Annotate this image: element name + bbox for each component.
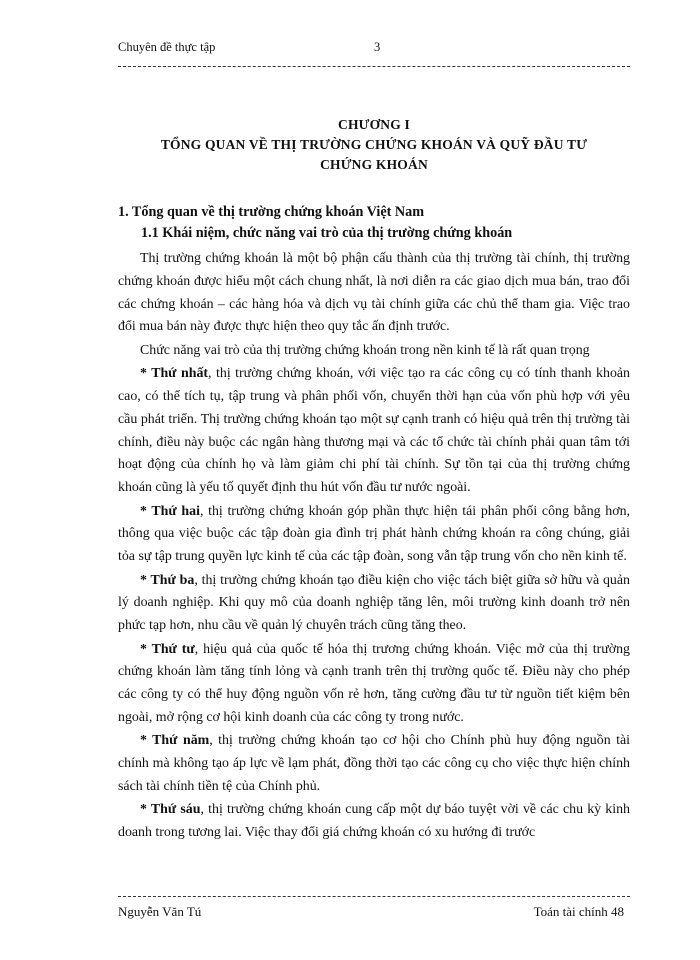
paragraph-6: * Thứ tư, hiệu quả của quốc tế hóa thị trương chứng khoán. Việc mở của thị trường chứng khoán làm tăng tính lỏng và cạnh tranh trên thị trường quốc tế. Điều này cho phép các công ty có thể huy động nguồn vốn rẻ hơn, tăng cường đầu tư từ nguồn tiết kiệm bên ngoài, mở rộng cơ hội kinh doanh của các công ty trong nước. <box>118 641 630 725</box>
header-divider <box>118 66 630 67</box>
paragraph-1: Thị trường chứng khoán là một bộ phận cấu thành của thị trường tài chính, thị trường chứng khoán được hiểu một cách chung nhất, là nơi diễn ra các giao dịch mua bán, trao đổi các chứng khoán – các hàng hóa và dịch vụ tài chính giữa các chủ thể tham gia. Việc trao đổi mua bán này được thực hiện theo quy tắc ấn định trước. <box>118 251 630 335</box>
body-text <box>118 248 630 845</box>
footer-class: Toán tài chính 48 <box>533 904 624 919</box>
chapter-label: CHƯƠNG I <box>338 117 410 132</box>
subsection-heading: 1.1 Khái niệm, chức năng vai trò của thị trường chứng khoán <box>141 225 513 241</box>
page-header <box>118 40 630 60</box>
chapter-title-line-1: TỔNG QUAN VỀ THỊ TRƯỜNG CHỨNG KHOÁN VÀ QUỸ ĐẦU TƯ <box>160 137 588 152</box>
paragraph-5: * Thứ ba, thị trường chứng khoán tạo điều kiện cho việc tách biệt giữa sở hữu và quản lý doanh nghiệp. Khi quy mô của doanh nghiệp tăng lên, môi trường kinh doanh trở nên phức tạp hơn, nhu cầu về quản lý chuyên trách cũng tăng theo. <box>118 572 630 634</box>
footer-divider <box>118 896 630 897</box>
chapter-title-line-2: CHỨNG KHOÁN <box>320 157 428 172</box>
paragraph-2: Chức năng vai trò của thị trường chứng khoán trong nền kinh tế là rất quan trọng <box>140 342 590 358</box>
paragraph-4: * Thứ hai, thị trường chứng khoán góp phần thực hiện tái phân phối công bằng hơn, thông qua việc buộc các tập đoàn gia đình trị phát hành chứng khoán ra công chúng, giải tỏa sự tập trung quyền lực kinh tế của các tập đoàn, song vẫn tập trung vốn cho nền kinh tế. <box>118 503 630 565</box>
page-number: 3 <box>374 40 381 54</box>
header-title: Chuyên đề thực tập <box>118 40 216 54</box>
paragraph-8: * Thứ sáu, thị trường chứng khoán cung cấp một dự báo tuyệt vời về các chu kỳ kinh doanh trong tương lai. Việc thay đổi giá chứng khoán có xu hướng đi trước <box>118 802 630 841</box>
section-heading: 1. Tổng quan về thị trường chứng khoán Việt Nam <box>118 204 425 220</box>
footer-author: Nguyễn Văn Tú <box>118 904 202 919</box>
paragraph-3: * Thứ nhất, thị trường chứng khoán, với việc tạo ra các công cụ có tính thanh khoản cao, có thể tích tụ, tập trung và phân phối vốn, chuyển thời hạn của vốn phù hợp với yêu cầu phát triển. Thị trường chứng khoán tạo một sự cạnh tranh có hiệu quả trên thị trường tài chính, điều này buộc các ngân hàng thương mại và các tổ chức tài chính phải quan tâm tới hoạt động của chính họ và làm giảm chi phí tài chính. Sự tồn tại của thị trường chứng khoán cũng là yếu tố quyết định thu hút vốn đầu tư nước ngoài. <box>118 366 630 496</box>
page-footer <box>118 904 630 924</box>
paragraph-7: * Thứ năm, thị trường chứng khoán tạo cơ hội cho Chính phủ huy động nguồn tài chính mà không tạo áp lực về lạm phát, đồng thời tạo các công cụ cho việc thực hiện chính sách tài chính tiền tệ của Chính phủ. <box>118 733 630 794</box>
